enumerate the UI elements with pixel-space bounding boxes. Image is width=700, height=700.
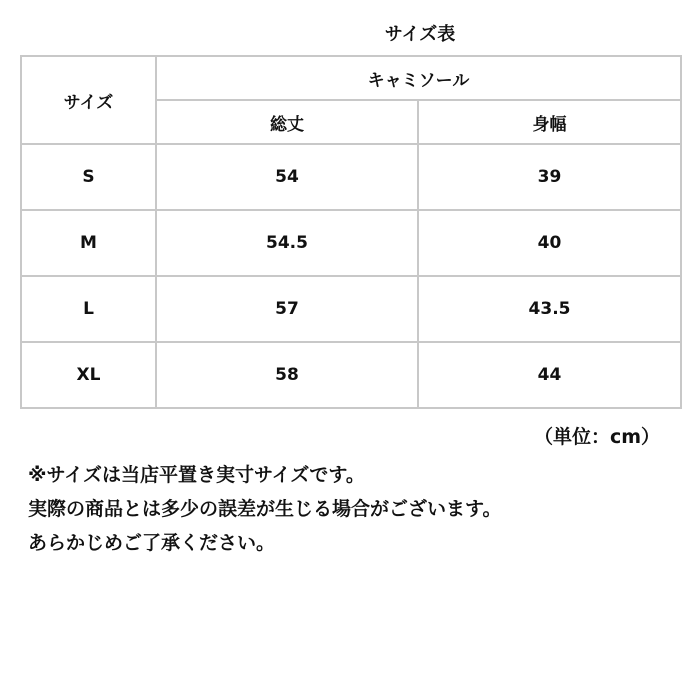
table-row — [21, 342, 681, 408]
length-cell: 57 — [156, 276, 418, 342]
length-cell: 54.5 — [156, 210, 418, 276]
size-cell: M — [21, 210, 156, 276]
column-header-length: 総丈 — [156, 100, 418, 144]
notes — [28, 458, 688, 560]
page-title: サイズ表 — [384, 24, 456, 45]
width-cell: 44 — [418, 342, 681, 408]
column-header-width: 身幅 — [418, 100, 681, 144]
width-cell: 40 — [418, 210, 681, 276]
unit-label: （単位：cm） — [533, 426, 660, 448]
length-cell: 54 — [156, 144, 418, 210]
size-header-cell: サイズ — [21, 56, 156, 144]
table-row — [21, 144, 681, 210]
width-cell: 39 — [418, 144, 681, 210]
size-table — [20, 55, 682, 409]
table-row — [21, 276, 681, 342]
size-cell: S — [21, 144, 156, 210]
width-cell: 43.5 — [418, 276, 681, 342]
table-row — [21, 210, 681, 276]
note-line: ※サイズは当店平置き実寸サイズです。 — [28, 464, 365, 486]
note-line: あらかじめご了承ください。 — [28, 532, 276, 554]
note-line: 実際の商品とは多少の誤差が生じる場合がございます。 — [28, 498, 502, 520]
size-cell: XL — [21, 342, 156, 408]
size-cell: L — [21, 276, 156, 342]
header-row — [21, 56, 681, 100]
product-header-cell: キャミソール — [156, 56, 681, 100]
length-cell: 58 — [156, 342, 418, 408]
